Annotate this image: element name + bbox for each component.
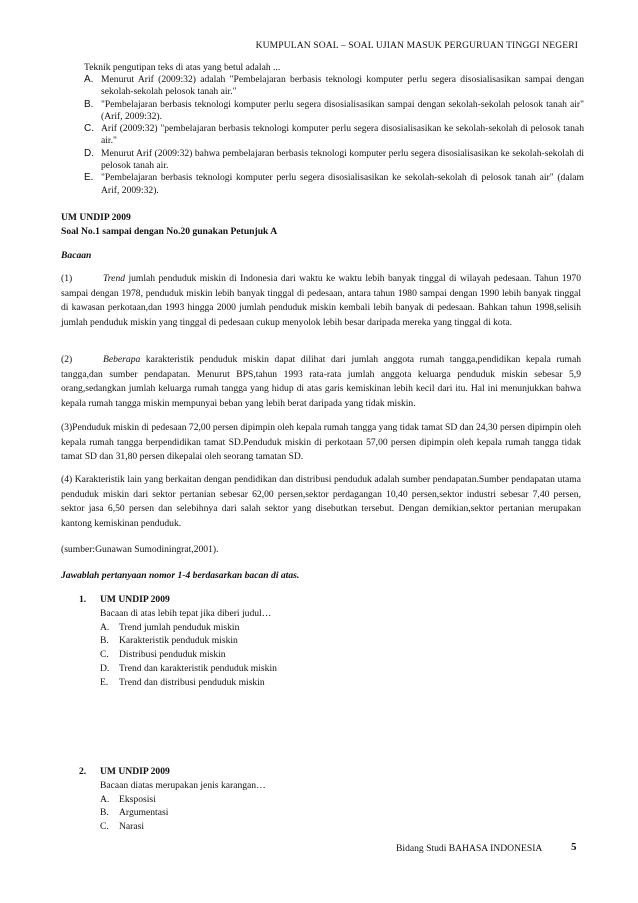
- answer-option: [100, 621, 559, 635]
- option-text: "Pembelajaran berbasis teknologi komputer perlu segera disosialisasikan sampai dengan sekolah-sekolah pelosok tanah air" (Arif, 2009:32).: [101, 98, 584, 122]
- paragraph-3: (3)Penduduk miskin di pedesaan 72,00 persen dipimpin oleh kepala rumah tangga yang tidak tamat SD dan 24,30 persen dipimpin oleh kepala rumah tangga berpendidikan tamat SD.Penduduk miskin di perkotaan 57,00 persen dipimpin oleh kepala rumah tangga tidak tamat SD dan 31,80 persen dikepalai oleh seorang tamatan SD.: [61, 422, 581, 463]
- option-e: [84, 172, 584, 197]
- option-d: [84, 148, 584, 173]
- answer-letter: D.: [100, 662, 110, 674]
- question-number: 1.: [79, 594, 87, 605]
- section-title: UM UNDIP 2009: [61, 212, 131, 223]
- answer-text: Argumentasi: [119, 807, 169, 819]
- answer-letter: E.: [100, 676, 109, 688]
- paragraph-number: (1): [61, 273, 73, 284]
- answer-text: Trend dan distribusi penduduk miskin: [119, 676, 265, 688]
- paragraph-1: [61, 272, 581, 331]
- option-text: "Pembelajaran berbasis teknologi komputer perlu segera disosialisasikan ke sekolah-sekolah di pelosok tanah air" (dalam Arif, 2009:32).: [101, 172, 584, 196]
- answer-text: Narasi: [119, 821, 145, 833]
- option-letter: B.: [84, 98, 94, 110]
- paragraph-lead-word: Trend: [103, 273, 126, 284]
- answer-option: [100, 634, 559, 648]
- option-c: [84, 123, 584, 148]
- option-letter: E.: [84, 172, 94, 184]
- source-citation: (sumber:Gunawan Sumodiningrat,2001).: [61, 544, 219, 555]
- option-text: Arif (2009:32) "pembelajaran berbasis teknologi komputer perlu segera disosialisasikan ke sekolah-sekolah di pelosok tanah air.": [101, 123, 584, 147]
- answer-option: [100, 662, 559, 676]
- footer-subject: Bidang Studi BAHASA INDONESIA: [396, 843, 543, 854]
- question-stem: Bacaan di atas lebih tepat jika diberi judul…: [100, 607, 272, 619]
- question-2: [79, 765, 559, 834]
- section-instruction: Soal No.1 sampai dengan No.20 gunakan Petunjuk A: [61, 226, 278, 237]
- option-text: Menurut Arif (2009:32) adalah "Pembelajaran berbasis teknologi komputer perlu segera disosialisasikan sampai dengan sekolah-sekolah pelosok tanah air.": [101, 74, 584, 98]
- option-a: [84, 74, 584, 99]
- answer-instruction: Jawablah pertanyaan nomor 1-4 berdasarkan bacan di atas.: [61, 570, 300, 581]
- answer-letter: C.: [100, 649, 109, 661]
- option-b: [84, 99, 584, 124]
- answer-option: [100, 676, 559, 690]
- option-text: Menurut Arif (2009:32) bahwa pembelajaran berbasis teknologi komputer perlu segera disosialisasikan ke sekolah-sekolah di pelosok tanah air.: [101, 147, 584, 172]
- option-letter: A.: [84, 74, 94, 85]
- paragraph-number: (2): [61, 354, 73, 365]
- option-letter: D.: [84, 147, 94, 159]
- question-1: [79, 593, 559, 690]
- prev-question-intro: Teknik pengutipan teks di atas yang betul adalah ...: [84, 62, 281, 73]
- question-title: UM UNDIP 2009: [100, 766, 170, 777]
- answer-letter: A.: [100, 621, 110, 633]
- answer-letter: A.: [100, 793, 110, 805]
- answer-text: Trend jumlah penduduk miskin: [119, 621, 240, 633]
- answer-letter: C.: [100, 821, 109, 833]
- answer-option: [100, 820, 559, 834]
- question-stem: Bacaan diatas merupakan jenis karangan…: [100, 779, 266, 791]
- paragraph-2: [61, 353, 581, 412]
- answer-option: [100, 648, 559, 662]
- answer-option: [100, 793, 559, 807]
- answer-text: Trend dan karakteristik penduduk miskin: [119, 662, 277, 674]
- prev-question-options: [84, 74, 584, 197]
- question-number: 2.: [79, 766, 87, 777]
- answer-text: Distribusi penduduk miskin: [119, 649, 226, 661]
- answer-letter: B.: [100, 635, 109, 647]
- option-letter: C.: [84, 123, 94, 135]
- page-header: KUMPULAN SOAL – SOAL UJIAN MASUK PERGURUAN TINGGI NEGERI: [255, 40, 578, 51]
- page-number: 5: [571, 841, 577, 853]
- paragraph-text: jumlah penduduk miskin di Indonesia dari waktu ke waktu lebih banyak tinggal di wilayah pedesaan. Tahun 1970 sampai dengan 1978, penduduk miskin lebih banyak tinggal di pedesaan, antara tahun 1980 sampai dengan 1990 lebih banyak tinggal di kawasan perkotaan,dan 1993 hingga 2000 jumlah penduduk miskin kembali lebih banyak di pedesaan. Bahkan tahun 1998,selisih jumlah penduduk miskin yang tinggal di pedesaan cukup menyolok lebih besar daripada mereka yang tinggal di kota.: [61, 273, 581, 329]
- answer-text: Eksposisi: [119, 793, 156, 805]
- answer-option: [100, 806, 559, 820]
- paragraph-text: karakteristik penduduk miskin dapat dilihat dari jumlah anggota rumah tangga,pendidikan kepala rumah tangga,dan sumber pendapatan. Menurut BPS,tahun 1993 rata-rata jumlah anggota keluarga penduduk miskin sebesar 5,9 orang,sedangkan jumlah keluarga rumah tangga yang hidup di atas garis kemiskinan lebih kecil dari itu. Hal ini menunjukkan bahwa kepala rumah tangga miskin mempunyai beban yang lebih berat daripada yang tidak miskin.: [61, 354, 581, 410]
- paragraph-4: (4) Karakteristik lain yang berkaitan dengan pendidikan dan distribusi penduduk adalah sumber pendapatan.Sumber pendapatan utama penduduk miskin dari sektor pertanian sebesar 62,00 persen,sektor perdagangan 10,40 persen,sektor industri sebesar 7,40 persen, sektor jasa 6,50 persen dan selebihnya dari salah sektor yang disebutkan tersebut. Dengan demikian,sektor pertanian merupakan kantong kemiskinan penduduk.: [61, 474, 581, 530]
- question-title: UM UNDIP 2009: [100, 594, 170, 605]
- paragraph-lead-word: Beberapa: [103, 354, 141, 365]
- answer-text: Karakteristik penduduk miskin: [119, 635, 238, 647]
- answer-letter: B.: [100, 807, 109, 819]
- reading-label: Bacaan: [61, 250, 92, 261]
